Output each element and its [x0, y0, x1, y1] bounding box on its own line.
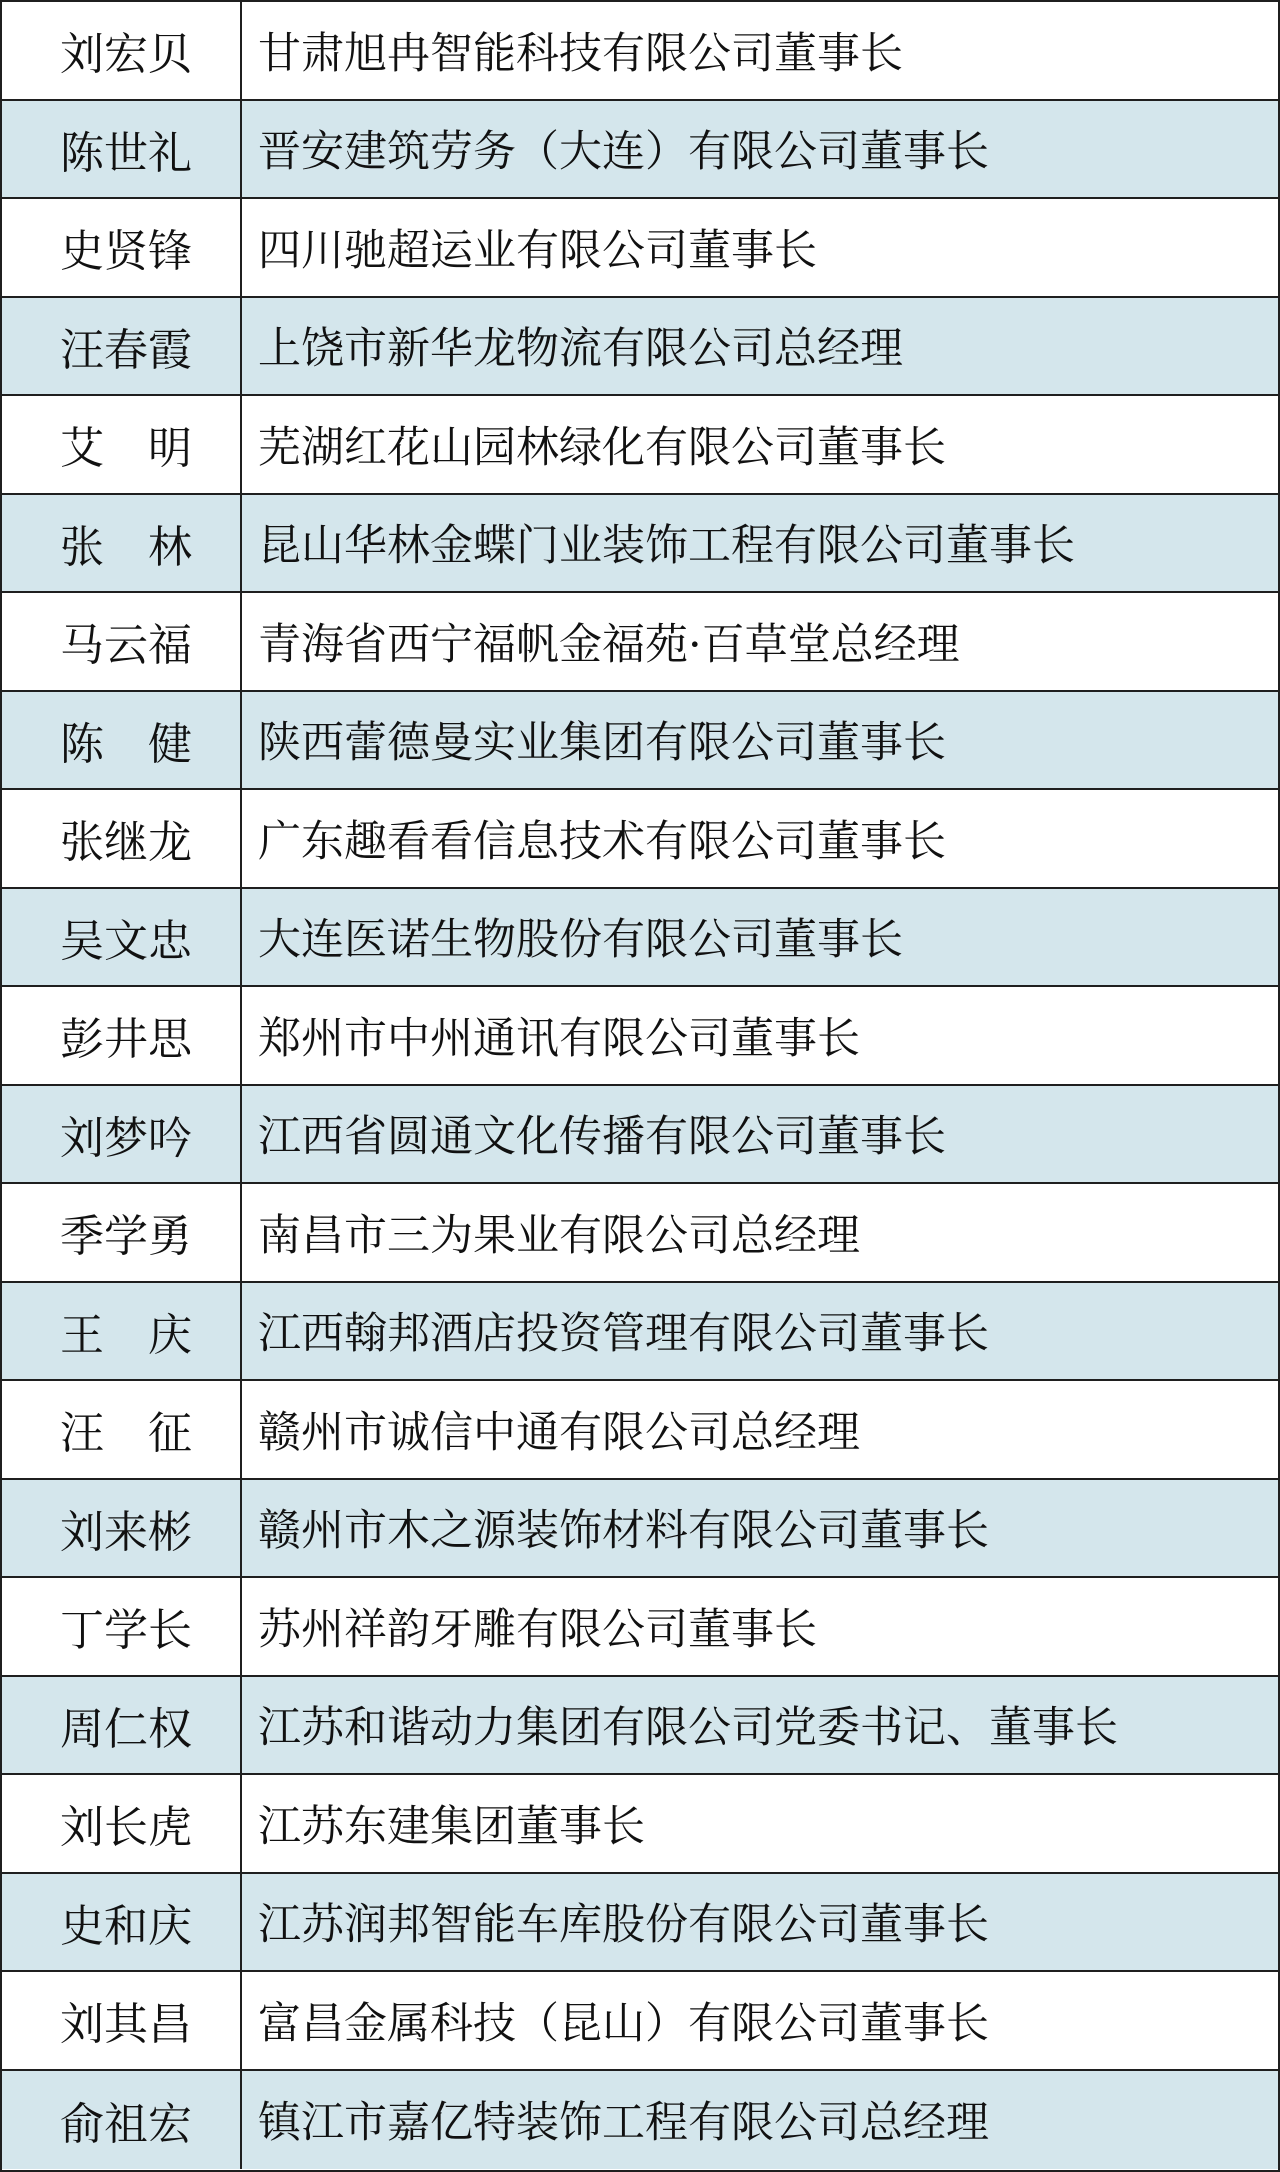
table-row [2, 790, 1278, 889]
table-row [2, 692, 1278, 791]
title-cell: 江西翰邦酒店投资管理有限公司董事长 [258, 1309, 989, 1360]
name-cell: 史贤锋 [2, 199, 242, 296]
title-cell: 广东趣看看信息技术有限公司董事长 [258, 816, 946, 867]
title-cell: 苏州祥韵牙雕有限公司董事长 [258, 1604, 817, 1655]
name-cell: 彭井思 [2, 987, 242, 1084]
name-cell: 汪春霞 [2, 298, 242, 395]
table-row [2, 1381, 1278, 1480]
table-row [2, 1184, 1278, 1283]
table-row [2, 987, 1278, 1086]
name-cell: 刘其昌 [2, 1972, 242, 2069]
table-row [2, 1283, 1278, 1382]
name-cell: 张继龙 [2, 790, 242, 887]
name-cell: 季学勇 [2, 1184, 242, 1281]
title-cell: 陕西蕾德曼实业集团有限公司董事长 [258, 718, 946, 769]
table-row [2, 2071, 1278, 2170]
title-cell: 上饶市新华龙物流有限公司总经理 [258, 324, 903, 375]
name-cell: 汪 征 [2, 1381, 242, 1478]
name-cell: 艾 明 [2, 396, 242, 493]
table-row [2, 101, 1278, 200]
title-cell: 江苏和谐动力集团有限公司党委书记、董事长 [258, 1703, 1118, 1754]
name-cell: 刘梦吟 [2, 1086, 242, 1183]
title-cell: 大连医诺生物股份有限公司董事长 [258, 915, 903, 966]
table-row [2, 1480, 1278, 1579]
name-cell: 陈 健 [2, 692, 242, 789]
title-cell: 镇江市嘉亿特装饰工程有限公司总经理 [258, 2098, 989, 2149]
table-row [2, 199, 1278, 298]
name-cell: 吴文忠 [2, 889, 242, 986]
name-cell: 周仁权 [2, 1677, 242, 1774]
table-row [2, 396, 1278, 495]
table-row [2, 298, 1278, 397]
title-cell: 赣州市木之源装饰材料有限公司董事长 [258, 1506, 989, 1557]
title-cell: 赣州市诚信中通有限公司总经理 [258, 1407, 860, 1458]
name-cell: 史和庆 [2, 1874, 242, 1971]
name-cell: 刘宏贝 [2, 2, 242, 99]
table-row [2, 1775, 1278, 1874]
name-cell: 丁学长 [2, 1578, 242, 1675]
title-cell: 甘肃旭冉智能科技有限公司董事长 [258, 28, 903, 79]
name-cell: 马云福 [2, 593, 242, 690]
table-row [2, 495, 1278, 594]
table-row [2, 1972, 1278, 2071]
title-cell: 南昌市三为果业有限公司总经理 [258, 1210, 860, 1261]
title-cell: 江苏东建集团董事长 [258, 1801, 645, 1852]
name-cell: 陈世礼 [2, 101, 242, 198]
name-cell: 张 林 [2, 495, 242, 592]
table-row [2, 2, 1278, 101]
title-cell: 江苏润邦智能车库股份有限公司董事长 [258, 1900, 989, 1951]
table-row [2, 1874, 1278, 1973]
name-cell: 刘长虎 [2, 1775, 242, 1872]
name-cell: 俞祖宏 [2, 2071, 242, 2170]
title-cell: 江西省圆通文化传播有限公司董事长 [258, 1112, 946, 1163]
table-row [2, 1578, 1278, 1677]
title-cell: 四川驰超运业有限公司董事长 [258, 225, 817, 276]
table-row [2, 889, 1278, 988]
table-row [2, 1677, 1278, 1776]
table-row [2, 593, 1278, 692]
table-row [2, 1086, 1278, 1185]
name-cell: 王 庆 [2, 1283, 242, 1380]
title-cell: 芜湖红花山园林绿化有限公司董事长 [258, 422, 946, 473]
title-cell: 青海省西宁福帆金福苑·百草堂总经理 [258, 619, 960, 670]
title-cell: 富昌金属科技（昆山）有限公司董事长 [258, 1998, 989, 2049]
name-cell: 刘来彬 [2, 1480, 242, 1577]
title-cell: 昆山华林金蝶门业装饰工程有限公司董事长 [258, 521, 1075, 572]
title-cell: 郑州市中州通讯有限公司董事长 [258, 1013, 860, 1064]
title-cell: 晋安建筑劳务（大连）有限公司董事长 [258, 127, 989, 178]
